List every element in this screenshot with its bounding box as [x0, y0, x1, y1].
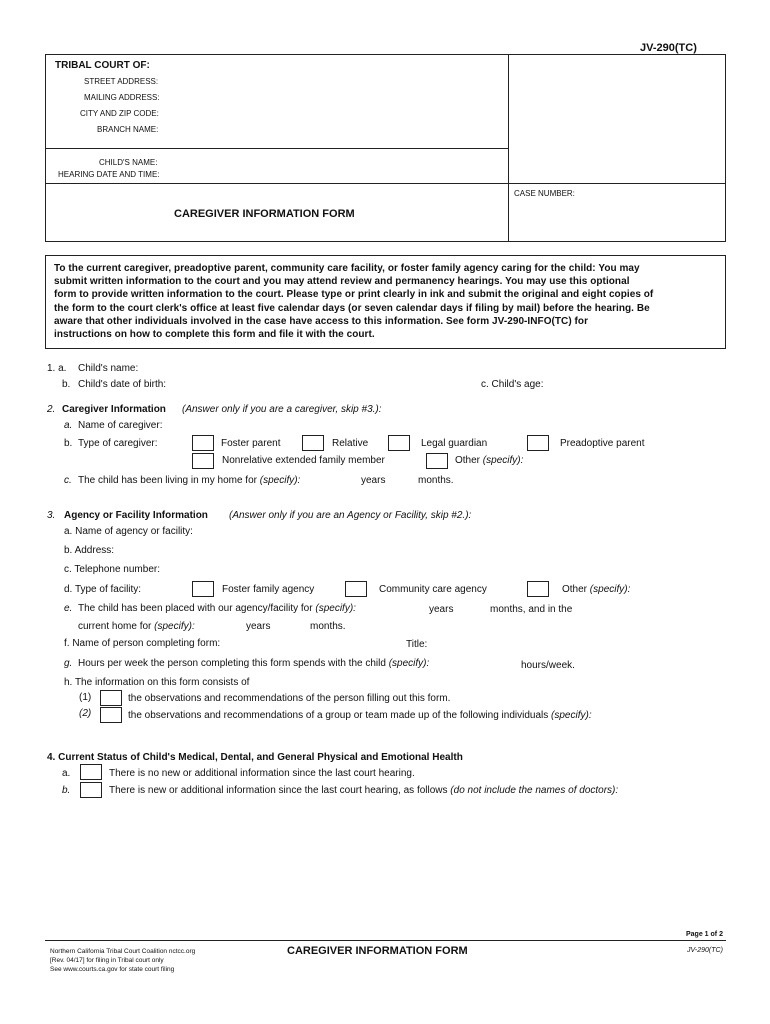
- s3-title: Agency or Facility Information: [64, 510, 208, 521]
- s3-home-years-label: years: [246, 621, 271, 632]
- s3-telephone-label: c. Telephone number:: [64, 564, 160, 575]
- instructions-line: To the current caregiver, preadoptive parent, community care facility, or foster family agency caring for the child: You may: [54, 263, 640, 274]
- s3-current-home-label: current home for (specify):: [78, 621, 195, 632]
- s3-agency-name-label: a. Name of agency or facility:: [64, 526, 193, 537]
- instructions-box: [45, 255, 726, 349]
- footer-line-2: [Rev. 04/17] for filing in Tribal court only: [50, 957, 164, 964]
- s1-childs-name-label: Child's name:: [78, 363, 139, 374]
- foster-family-agency-label: Foster family agency: [222, 584, 315, 595]
- foster-parent-label: Foster parent: [221, 438, 281, 449]
- s3-hours-unit: hours/week.: [521, 660, 575, 671]
- form-title: CAREGIVER INFORMATION FORM: [174, 208, 355, 220]
- s2-num: 2.: [47, 404, 56, 415]
- s3-num: 3.: [47, 510, 56, 521]
- s2-note: (Answer only if you are a caregiver, skip #3.):: [182, 404, 382, 415]
- checkbox-facility-other[interactable]: [527, 581, 549, 597]
- s3-facility-type-label: d. Type of facility:: [64, 584, 142, 595]
- s3-note: (Answer only if you are an Agency or Facility, skip #2.):: [229, 510, 472, 521]
- s3-years-label: years: [429, 604, 454, 615]
- s3-h2-num: (2): [79, 708, 92, 719]
- s3-placed-label: The child has been placed with our agency/facility for (specify):: [78, 603, 356, 614]
- footer-form-id: JV-290(TC): [687, 947, 723, 954]
- page-number: Page 1 of 2: [686, 931, 723, 938]
- caption-divider-1: [45, 148, 509, 149]
- nonrelative-label: Nonrelative extended family member: [222, 455, 385, 466]
- s1-age-label: c. Child's age:: [481, 379, 544, 390]
- checkbox-no-new-info[interactable]: [80, 764, 102, 780]
- s1-b-num: b.: [62, 379, 71, 390]
- s2-months-label: months.: [418, 475, 454, 486]
- checkbox-preadoptive-parent[interactable]: [527, 435, 549, 451]
- checkbox-legal-guardian[interactable]: [388, 435, 410, 451]
- community-care-agency-label: Community care agency: [379, 584, 487, 595]
- checkbox-foster-parent[interactable]: [192, 435, 214, 451]
- court-title: TRIBAL COURT OF:: [55, 60, 150, 71]
- s3-home-months-label: months.: [310, 621, 346, 632]
- s3-months-and-label: months, and in the: [490, 604, 573, 615]
- s2-type-label: Type of caregiver:: [78, 438, 158, 449]
- checkbox-new-info[interactable]: [80, 782, 102, 798]
- case-number-label: CASE NUMBER:: [514, 189, 575, 198]
- s2-c-num: c.: [64, 475, 72, 486]
- s3-hours-label: Hours per week the person completing this form spends with the child (specify):: [78, 658, 430, 669]
- s3-e-num: e.: [64, 603, 73, 614]
- checkbox-foster-family-agency[interactable]: [192, 581, 214, 597]
- checkbox-relative[interactable]: [302, 435, 324, 451]
- relative-label: Relative: [332, 438, 369, 449]
- caregiver-other-label: Other (specify):: [455, 455, 524, 466]
- s3-consists-label: h. The information on this form consists of: [64, 677, 250, 688]
- s2-caregiver-name-label: Name of caregiver:: [78, 420, 163, 431]
- s3-address-label: b. Address:: [64, 545, 115, 556]
- footer-rule: [45, 940, 726, 941]
- footer-line-3: See www.courts.ca.gov for state court filing: [50, 966, 175, 973]
- s2-living-label: The child has been living in my home for (specify):: [78, 475, 301, 486]
- legal-guardian-label: Legal guardian: [421, 438, 488, 449]
- city-zip-label: CITY AND ZIP CODE:: [80, 109, 159, 118]
- hearing-date-label: HEARING DATE AND TIME:: [58, 170, 160, 179]
- footer-title: CAREGIVER INFORMATION FORM: [287, 945, 468, 957]
- s4-a-text: There is no new or additional information since the last court hearing.: [109, 768, 415, 779]
- s4-a-num: a.: [62, 768, 71, 779]
- street-address-label: STREET ADDRESS:: [84, 77, 159, 86]
- footer-left-block: [50, 947, 195, 974]
- instructions-line: aware that other individuals involved in the case have access to this information. See form JV-290-INFO(TC) for: [54, 315, 589, 327]
- s4-b-num: b.: [62, 785, 71, 796]
- s2-b-num: b.: [64, 438, 73, 449]
- checkbox-nonrelative[interactable]: [192, 453, 214, 469]
- branch-name-label: BRANCH NAME:: [97, 125, 159, 134]
- s2-title: Caregiver Information: [62, 404, 166, 415]
- footer-line-1: Northern California Tribal Court Coalition nctcc.org: [50, 948, 196, 955]
- checkbox-h2[interactable]: [100, 707, 122, 723]
- checkbox-community-care-agency[interactable]: [345, 581, 367, 597]
- instructions-line: form to provide written information to the court. Please type or print clearly in ink and submit the original and eight copies of: [54, 289, 654, 301]
- s3-g-num: g.: [64, 658, 73, 669]
- s4-b-text: There is new or additional information since the last court hearing, as follows (do not include the names of doctors):: [109, 785, 619, 796]
- instructions-line: the form to the court clerk's office at least five calendar days (or seven calendar days if filing by mail) before the hearing. Be: [54, 302, 650, 314]
- checkbox-h1[interactable]: [100, 690, 122, 706]
- s1-a-num: 1. a.: [47, 363, 67, 374]
- s3-h1-text: the observations and recommendations of the person filling out this form.: [128, 693, 451, 704]
- checkbox-caregiver-other[interactable]: [426, 453, 448, 469]
- mailing-address-label: MAILING ADDRESS:: [84, 93, 160, 102]
- caption-divider-2: [45, 183, 726, 184]
- instructions-line: submit written information to the court and you may attend review and permanency hearings. You may use this optional: [54, 276, 630, 288]
- s3-title-label: Title:: [406, 639, 428, 650]
- s2-years-label: years: [361, 475, 386, 486]
- facility-other-label: Other (specify):: [562, 584, 631, 595]
- s3-h1-num: (1): [79, 692, 92, 703]
- s3-person-name-label: f. Name of person completing form:: [64, 638, 221, 649]
- s3-h2-text: the observations and recommendations of a group or team made up of the following individuals (specify):: [128, 710, 592, 721]
- s2-a-num: a.: [64, 420, 73, 431]
- childs-name-label: CHILD'S NAME:: [99, 158, 158, 167]
- preadoptive-parent-label: Preadoptive parent: [560, 438, 645, 449]
- instructions-line: instructions on how to complete this form and file it with the court.: [54, 329, 375, 341]
- s1-dob-label: Child's date of birth:: [78, 379, 167, 390]
- form-id: JV-290(TC): [640, 42, 697, 54]
- s4-title: 4. Current Status of Child's Medical, Dental, and General Physical and Emotional Health: [47, 752, 463, 763]
